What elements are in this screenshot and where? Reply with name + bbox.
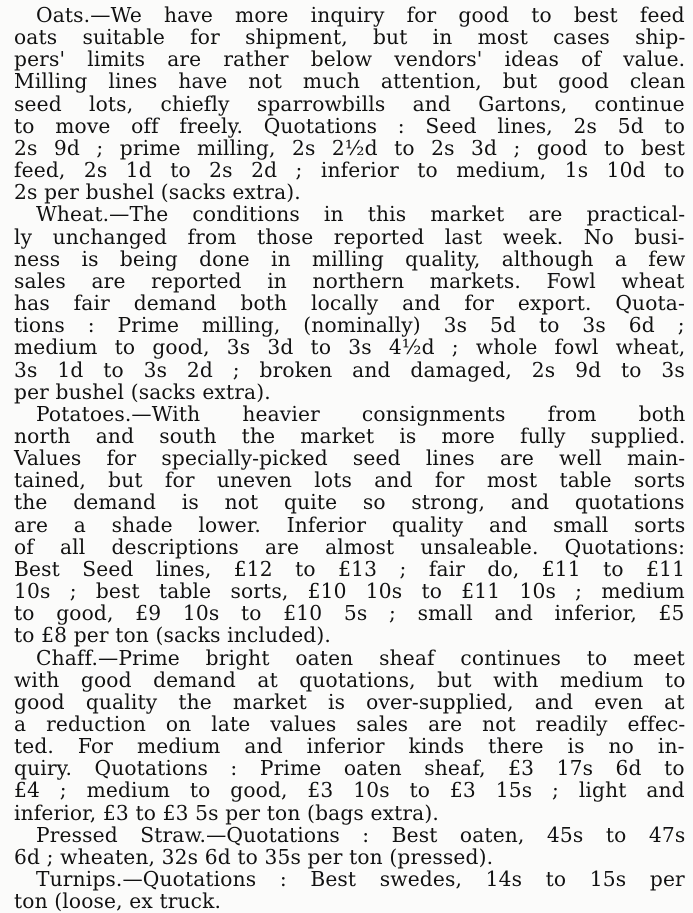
text-line: Chaff.—Prime bright oaten sheaf continues to meet [36,645,685,670]
text-line: quiry. Quotations : Prime oaten sheaf, £3 17s 6d to [14,756,685,781]
text-line: oats suitable for shipment, but in most cases ship- [14,25,686,50]
text-line: Wheat.—The conditions in this market are practical- [36,202,686,227]
paragraph-pressed-straw [14,824,685,868]
text-line: Potatoes.—With heavier consignments from both [36,401,686,426]
text-line: 10s ; best table sorts, £10 10s to £11 10s ; medium [14,579,685,604]
text-line: to move off freely. Quotations : Seed lines, 2s 5d to [14,113,686,138]
text-line: ness is being done in milling quality, although a few [14,246,686,271]
paragraph-chaff [14,647,685,824]
text-line: seed lots, chiefly sparrowbills and Gartons, continue [14,91,685,116]
text-line: 3s 1d to 3s 2d ; broken and damaged, 2s 9d to 3s [14,357,685,382]
market-report-article [14,4,685,912]
text-line: medium to good, 3s 3d to 3s 4½d ; whole fowl wheat, [14,335,686,360]
text-line: has fair demand both locally and for export. Quota- [14,291,685,316]
text-line: to good, £9 10s to £10 5s ; small and inferior, £5 [14,601,685,626]
text-line: with good demand at quotations, but with medium to [14,667,686,692]
text-line: to £8 per ton (sacks included). [14,623,331,648]
text-line: feed, 2s 1d to 2s 2d ; inferior to medium, 1s 10d to [14,158,685,183]
text-line: Milling lines have not much attention, but good clean [14,69,686,94]
text-line: Values for specially-picked seed lines are well main- [14,446,686,471]
paragraph-potatoes [14,403,685,647]
text-line: Oats.—We have more inquiry for good to best feed [36,3,685,27]
text-line: inferior, £3 to £3 5s per ton (bags extra). [14,800,439,825]
text-line: ted. For medium and inferior kinds there is no in- [14,734,685,759]
text-line: of all descriptions are almost unsaleable. Quotations: [14,534,686,559]
paragraph-oats [14,4,685,203]
text-line: Turnips.—Quotations : Best swedes, 14s to 15s per [36,867,685,892]
paragraph-turnips [14,868,685,912]
text-line: sales are reported in northern markets. Fowl wheat [14,268,685,293]
text-line: 6d ; wheaten, 32s 6d to 35s per ton (pressed). [14,844,494,869]
text-line: per bushel (sacks extra). [14,379,271,404]
text-line: north and south the market is more fully supplied. [14,423,686,448]
text-line: 2s 9d ; prime milling, 2s 2½d to 2s 3d ; good to best [14,135,685,160]
text-line: Pressed Straw.—Quotations : Best oaten, 45s to 47s [36,822,686,847]
text-line: are a shade lower. Inferior quality and small sorts [14,512,686,537]
text-line: pers' limits are rather below vendors' ideas of value. [14,47,686,72]
text-line: Best Seed lines, £12 to £13 ; fair do, £11 to £11 [14,556,686,581]
text-line: 2s per bushel (sacks extra). [14,180,301,205]
text-line: £4 ; medium to good, £3 10s to £3 15s ; light and [14,778,685,803]
paragraph-wheat [14,203,685,402]
text-line: good quality the market is over-supplied, and even at [14,689,685,714]
text-line: tions : Prime milling, (nominally) 3s 5d to 3s 6d ; [14,313,685,338]
text-line: the demand is not quite so strong, and quotations [14,490,685,515]
text-line: ly unchanged from those reported last week. No busi- [14,224,685,249]
text-line: a reduction on late values sales are not readily effec- [14,712,686,736]
text-line: tained, but for uneven lots and for most table sorts [14,468,686,493]
text-line: ton (loose, ex truck. [14,889,222,913]
